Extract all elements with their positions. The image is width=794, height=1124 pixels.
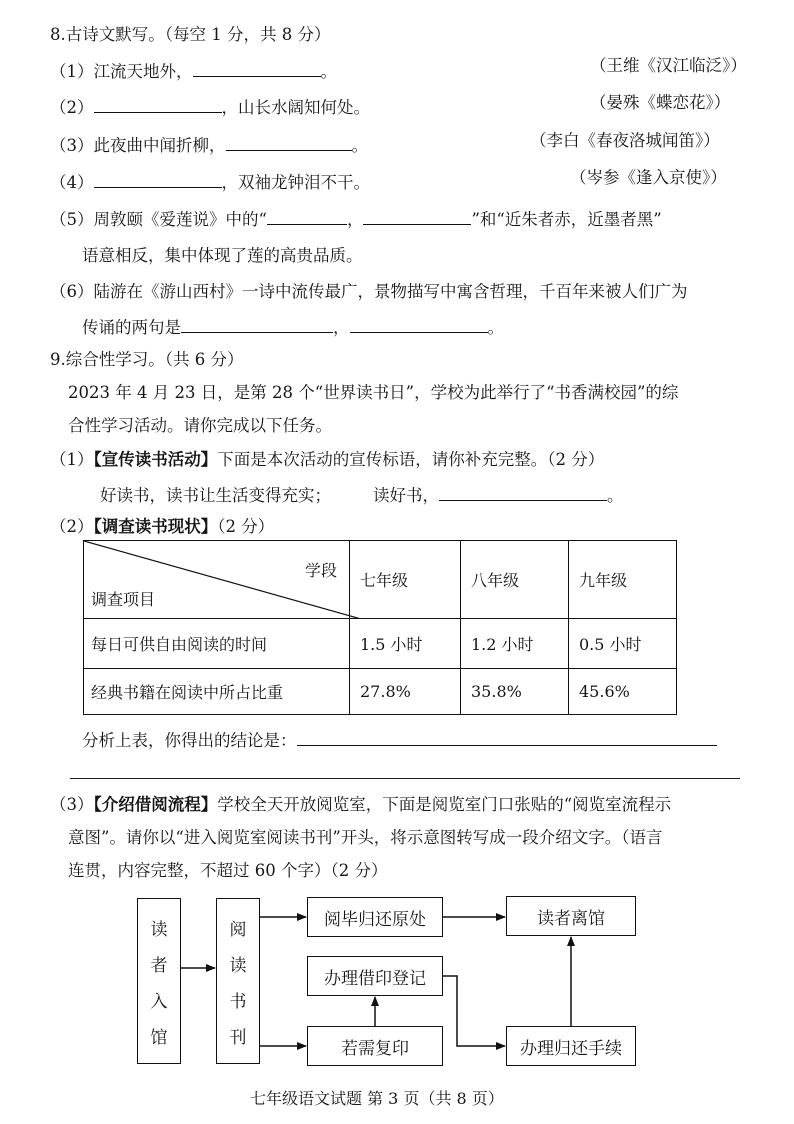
q9-task3-line3: 连贯，内容完整，不超过 60 个字）（2 分） xyxy=(68,861,388,880)
q9-task3: （3）【介绍借阅流程】学校全天开放阅览室，下面是阅览室门口张贴的“阅览室流程示 xyxy=(50,795,672,814)
q8-item-3: （3）此夜曲中闻折柳， 。 xyxy=(50,136,368,155)
q9-task1: （1）【宣传读书活动】下面是本次活动的宣传标语，请你补充完整。（2 分） xyxy=(50,450,605,469)
table-cell: 35.8% xyxy=(461,669,569,715)
flow-box-copy: 若需复印 xyxy=(307,1026,443,1066)
table-header-row xyxy=(84,541,677,619)
table-cell: 1.5 小时 xyxy=(350,619,461,669)
q8-item-4-source: （岑参《逢入京使》） xyxy=(570,168,727,187)
answer-blank[interactable] xyxy=(226,134,352,151)
flow-char: 阅 xyxy=(229,919,247,940)
q9-task1-slogan: 好读书，读书让生活变得充实； 读好书， 。 xyxy=(100,486,624,505)
answer-blank[interactable] xyxy=(297,729,717,746)
answer-blank[interactable] xyxy=(267,208,347,225)
flow-box-leave: 读者离馆 xyxy=(506,896,636,936)
q8-item-1: （1）江流天地外， 。 xyxy=(50,62,337,81)
table-cell: 1.2 小时 xyxy=(461,619,569,669)
col-header-grade8: 八年级 xyxy=(461,541,569,619)
q9-task2: （2）【调查读书现状】（2 分） xyxy=(50,517,275,536)
flow-char: 读 xyxy=(229,955,247,976)
table-cell: 45.6% xyxy=(569,669,677,715)
q9-intro-line1: 2023 年 4 月 23 日，是第 28 个“世界读书日”，学校为此举行了“书香满校园”的综 xyxy=(68,383,679,402)
flow-char: 书 xyxy=(229,991,247,1012)
q8-item-5-line2: 语意相反，集中体现了莲的高贵品质。 xyxy=(82,246,363,265)
answer-blank[interactable] xyxy=(363,208,471,225)
q8-title: 8.古诗文默写。（每空 1 分，共 8 分） xyxy=(50,25,331,44)
q9-intro-line2: 合性学习活动。请你完成以下任务。 xyxy=(68,416,332,435)
survey-table xyxy=(83,540,677,715)
col-header-grade7: 七年级 xyxy=(350,541,461,619)
flow-box-return-procedure: 办理归还手续 xyxy=(506,1026,636,1066)
col-header-grade9: 九年级 xyxy=(569,541,677,619)
row-label: 经典书籍在阅读中所占比重 xyxy=(84,669,350,715)
row-label: 每日可供自由阅读的时间 xyxy=(84,619,350,669)
analysis-prompt: 分析上表，你得出的结论是： xyxy=(82,729,717,752)
corner-top-label: 学段 xyxy=(304,561,337,580)
page-footer: 七年级语文试题 第 3 页（共 8 页） xyxy=(250,1089,504,1108)
flow-box-return-original: 阅毕归还原处 xyxy=(307,897,443,937)
q8-item-2-source: （晏殊《蝶恋花》） xyxy=(590,93,731,112)
flow-box-read xyxy=(216,898,260,1064)
q8-item-1-source: （王维《汉江临泛》） xyxy=(590,56,747,75)
answer-blank[interactable] xyxy=(439,484,607,501)
flow-char: 者 xyxy=(150,955,168,976)
q8-item-2: （2） ，山长水阔知何处。 xyxy=(50,98,370,117)
answer-line[interactable] xyxy=(70,778,740,779)
table-cell: 0.5 小时 xyxy=(569,619,677,669)
table-row xyxy=(84,619,677,669)
q8-item-3-source: （李白《春夜洛城闻笛》） xyxy=(530,131,720,150)
flow-char: 刊 xyxy=(229,1027,247,1048)
q9-title: 9.综合性学习。（共 6 分） xyxy=(50,350,244,369)
table-cell: 27.8% xyxy=(350,669,461,715)
answer-blank[interactable] xyxy=(94,96,222,113)
flow-box-borrow-register: 办理借印登记 xyxy=(307,956,443,996)
flow-char: 读 xyxy=(150,919,168,940)
q9-task3-line2: 意图”。请你以“进入阅览室阅读书刊”开头，将示意图转写成一段介绍文字。（语言 xyxy=(68,828,663,847)
q8-item-4: （4） ，双袖龙钟泪不干。 xyxy=(50,173,370,192)
table-row xyxy=(84,669,677,715)
corner-bottom-label: 调查项目 xyxy=(91,590,156,609)
q8-item-6-line2: 传诵的两句是 ， 。 xyxy=(82,318,504,337)
answer-blank[interactable] xyxy=(181,316,333,333)
table-corner-cell xyxy=(84,541,350,619)
flow-char: 入 xyxy=(150,991,168,1012)
q8-item-5: （5）周敦颐《爱莲说》中的“ ， ”和“近朱者赤，近墨者黑” xyxy=(50,210,662,229)
q8-item-6: （6）陆游在《游山西村》一诗中流传最广，景物描写中寓含哲理，千百年来被人们广为 xyxy=(50,282,688,301)
answer-blank[interactable] xyxy=(350,316,488,333)
answer-blank[interactable] xyxy=(94,171,222,188)
answer-blank[interactable] xyxy=(193,60,321,77)
flow-char: 馆 xyxy=(150,1027,168,1048)
flow-box-enter xyxy=(137,898,181,1064)
